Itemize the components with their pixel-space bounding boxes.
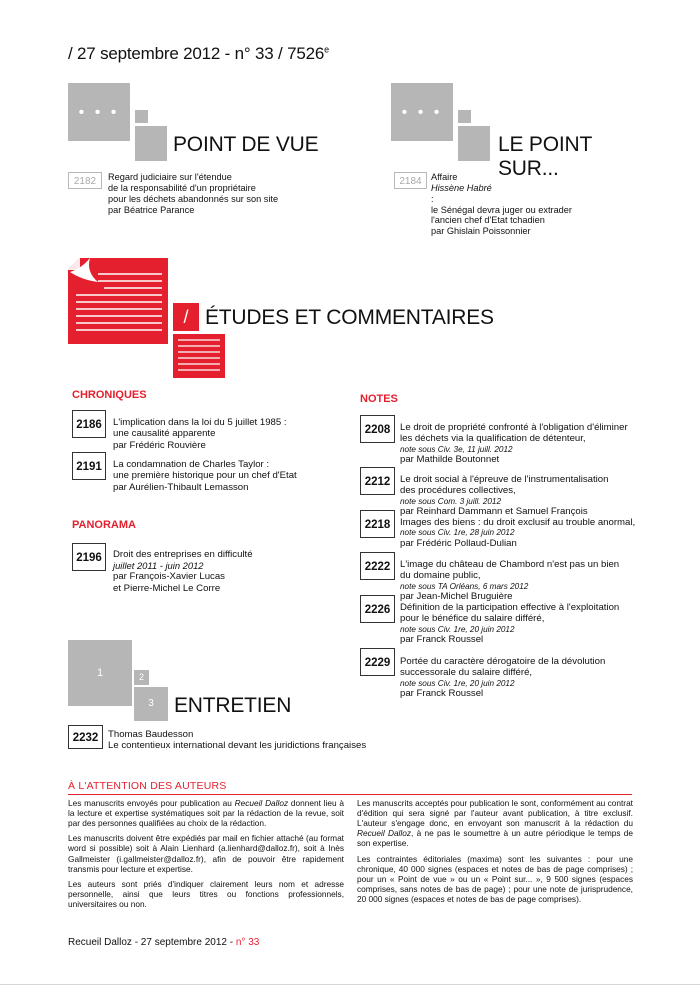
etudes-icon: [68, 258, 228, 378]
article-number[interactable]: 2212: [360, 467, 395, 495]
section-title: ENTRETIEN: [174, 694, 292, 717]
article-entry[interactable]: Images des biens : du droit exclusif au trouble anormal, note sous Civ. 1re, 28 juin 2012 par Frédéric Pollaud-Dulian: [400, 517, 636, 549]
auteurs-left-column: Les manuscrits envoyés pour publication au Recueil Dalloz donnent lieu à la lecture et expertise systématiques soit par la rédaction de la revue, soit par des personnes qualifiées au choix de la rédaction. Les manuscrits doivent être expédiés par mail en fichier attaché (au format word si possible) soit à Alain Lienhard (a.lienhard@dalloz.fr), soit à Inès Gallmeister (i.gallmeister@dalloz.fr), afin de pouvoir être rapidement transmis pour lecture et expertise. Les auteurs sont priés d'indiquer clairement leurs nom et adresse personnelle, ainsi que leurs titres ou fonctions professionnels, universitaires ou non.: [68, 798, 345, 909]
decor-square: [135, 110, 148, 123]
auteurs-right-column: Les manuscrits acceptés pour publication le sont, conformément au contrat d'édition qui sera signé par l'auteur avant publication, à titre exclusif. L'auteur s'engage donc, en envoyant son manuscrit à la rédaction du Recueil Dalloz, à ne pas le soumettre à un autre périodique le temps de son expertise. Les contraintes éditoriales (maxima) sont les suivantes : pour une chronique, 40 000 signes (espaces et notes de bas de page comprises) ; pour un « Point de vue » ou un « Point sur... », 9 500 signes (espaces comprises, sans notes de bas de page) ; pour une note de jurisprudence, 20 000 signes (espaces et notes de bas de page comprises).: [357, 798, 634, 904]
entretien-icon-square-3: 3: [134, 687, 168, 721]
article-number[interactable]: 2191: [72, 452, 106, 480]
decor-square: [458, 126, 490, 161]
article-number[interactable]: 2208: [360, 415, 395, 443]
auteurs-rule: [68, 794, 632, 795]
slash-mark: /: [183, 307, 189, 327]
article-number[interactable]: 2182: [68, 172, 102, 189]
article-number[interactable]: 2226: [360, 595, 395, 623]
le-point-sur-section: [391, 83, 651, 237]
panorama-heading: PANORAMA: [72, 519, 136, 531]
le-point-sur-icon: • • •: [391, 83, 453, 141]
article-entry[interactable]: Thomas Baudesson Le contentieux international devant les juridictions françaises: [108, 729, 367, 752]
article-entry[interactable]: Droit des entreprises en difficulté juillet 2011 - juin 2012 par François-Xavier Lucas et Pierre-Michel Le Corre: [113, 549, 253, 594]
article-entry[interactable]: Le droit social à l'épreuve de l'instrumentalisation des procédures collectives, note sous Com. 3 juill. 2012 par Reinhard Dammann et Samuel François: [400, 474, 609, 518]
document-icon: [68, 258, 228, 378]
notes-heading: NOTES: [360, 393, 398, 405]
article-number[interactable]: 2222: [360, 552, 395, 580]
article-entry[interactable]: L'image du château de Chambord n'est pas un bien du domaine public, note sous TA Orléans, 6 mars 2012 par Jean-Michel Bruguière: [400, 559, 620, 603]
article-entry[interactable]: Regard judiciaire sur l'étendue de la responsabilité d'un propriétaire pour les déchets abandonnés sur son site par Béatrice Parance: [108, 172, 279, 215]
chroniques-heading: CHRONIQUES: [72, 389, 147, 401]
article-entry[interactable]: Le droit de propriété confronté à l'obligation d'éliminer les déchets via la qualification de détenteur, note sous Civ. 3e, 11 juill. 2012 par Mathilde Boutonnet: [400, 422, 628, 466]
article-number[interactable]: 2196: [72, 543, 106, 571]
footer-issue-number: n° 33: [235, 937, 260, 948]
article-number[interactable]: 2232: [68, 725, 103, 749]
point-de-vue-section: [68, 83, 328, 233]
bottom-rule: [0, 984, 700, 985]
entretien-icon-square-2: 2: [134, 670, 149, 685]
point-de-vue-icon: • • •: [68, 83, 130, 141]
article-entry[interactable]: Portée du caractère dérogatoire de la dévolution successorale du salaire différé, note sous Civ. 1re, 20 juin 2012 par Franck Roussel: [400, 656, 606, 700]
article-number[interactable]: 2184: [394, 172, 427, 189]
section-title: LE POINT SUR...: [498, 133, 592, 180]
article-number[interactable]: 2186: [72, 410, 106, 438]
section-title: POINT DE VUE: [173, 133, 319, 156]
article-number[interactable]: 2218: [360, 510, 395, 538]
article-entry[interactable]: La condamnation de Charles Taylor : une première historique pour un chef d'Etat par Aurélien-Thibault Lemasson: [113, 459, 297, 493]
entretien-section: [68, 640, 368, 720]
article-entry[interactable]: Affaire Hissène Habré : le Sénégal devra juger ou extrader l'ancien chef d'Etat tchadien par Ghislain Poissonnier: [431, 172, 572, 237]
issue-header-sup: e: [324, 44, 329, 55]
issue-header-text: / 27 septembre 2012 - n° 33 / 7526: [68, 44, 325, 63]
article-entry[interactable]: L'implication dans la loi du 5 juillet 1985 : une causalité apparente par Frédéric Rouvière: [113, 417, 287, 451]
decor-square: [135, 126, 167, 161]
article-entry[interactable]: Définition de la participation effective à l'exploitation pour le bénéfice du salaire différé, note sous Civ. 1re, 20 juin 2012 par Franck Roussel: [400, 602, 620, 646]
auteurs-heading: À L'ATTENTION DES AUTEURS: [68, 780, 227, 792]
issue-header: [68, 44, 329, 64]
entretien-icon-square-1: 1: [68, 640, 132, 706]
section-title: ÉTUDES ET COMMENTAIRES: [205, 306, 494, 329]
page-footer: Recueil Dalloz - 27 septembre 2012 - n° 33: [68, 937, 260, 948]
article-number[interactable]: 2229: [360, 648, 395, 676]
decor-square: [458, 110, 471, 123]
